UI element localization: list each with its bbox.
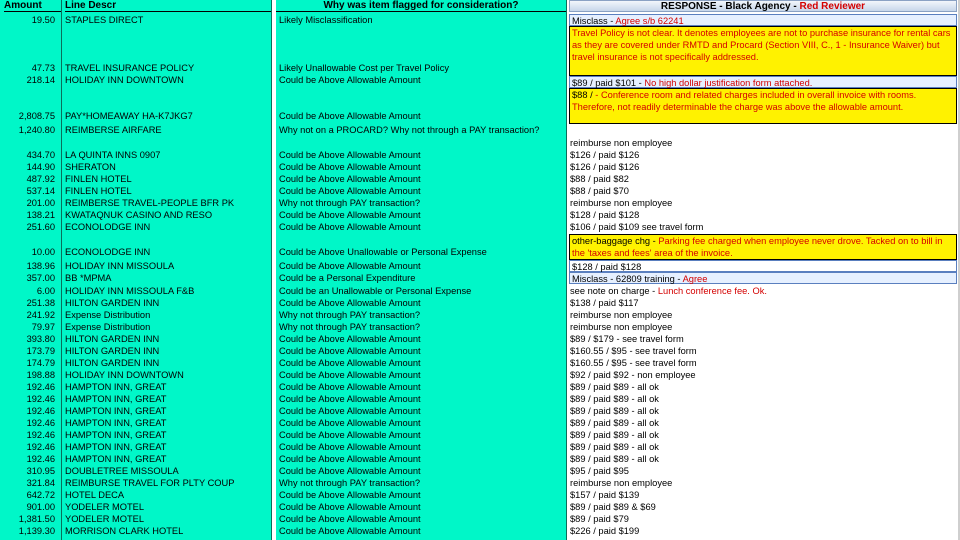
amount-cell[interactable]: 357.00 bbox=[26, 273, 55, 283]
amount-cell[interactable]: 642.72 bbox=[26, 490, 55, 500]
reason-cell[interactable]: Why not through PAY transaction? bbox=[279, 198, 421, 208]
response-text: see note on charge - bbox=[570, 286, 656, 296]
line-descr-cell[interactable]: TRAVEL INSURANCE POLICY bbox=[65, 63, 195, 73]
amount-cell[interactable]: 537.14 bbox=[26, 186, 55, 196]
line-descr-cell[interactable]: Expense Distribution bbox=[65, 322, 151, 332]
line-descr-cell[interactable]: MORRISON CLARK HOTEL bbox=[65, 526, 184, 536]
amount-cell[interactable]: 10.00 bbox=[31, 247, 55, 257]
line-descr-cell[interactable]: FINLEN HOTEL bbox=[65, 174, 132, 184]
reason-cell[interactable]: Could be Above Allowable Amount bbox=[279, 454, 421, 464]
line-descr-cell[interactable]: REIMBERSE TRAVEL-PEOPLE BFR PK bbox=[65, 198, 235, 208]
reason-cell[interactable]: Could be Above Allowable Amount bbox=[279, 334, 421, 344]
response-text: other-baggage chg - bbox=[572, 236, 656, 246]
line-descr-cell[interactable]: HAMPTON INN, GREAT bbox=[65, 454, 167, 464]
line-descr-cell[interactable]: HAMPTON INN, GREAT bbox=[65, 406, 167, 416]
reason-cell[interactable]: Could be Above Allowable Amount bbox=[279, 222, 421, 232]
line-descr-column bbox=[62, 0, 272, 540]
amount-header[interactable]: Amount bbox=[4, 0, 61, 12]
reason-cell[interactable]: Could be Above Allowable Amount bbox=[279, 298, 421, 308]
response-row-5: reimburse non employee bbox=[570, 138, 673, 148]
amount-cell[interactable]: 138.21 bbox=[26, 210, 55, 220]
amount-cell[interactable]: 321.84 bbox=[26, 478, 55, 488]
response-row-33: $157 / paid $139 bbox=[570, 490, 640, 500]
amount-cell[interactable]: 47.73 bbox=[31, 63, 55, 73]
reason-cell[interactable]: Likely Misclassification bbox=[279, 15, 373, 25]
response-text: $89 / paid $101 - bbox=[572, 78, 642, 88]
reason-cell[interactable]: Why not on a PROCARD? Why not through a PAY transaction? bbox=[279, 125, 540, 135]
response-row-6: $126 / paid $126 bbox=[570, 150, 640, 160]
response-row-20: $89 / $179 - see travel form bbox=[570, 334, 684, 344]
amount-cell[interactable]: 1,381.50 bbox=[18, 514, 55, 524]
line-descr-cell[interactable]: HAMPTON INN, GREAT bbox=[65, 430, 167, 440]
response-row-9: $88 / paid $70 bbox=[570, 186, 629, 196]
response-row-19: reimburse non employee bbox=[570, 322, 673, 332]
reason-cell[interactable]: Likely Unallowable Cost per Travel Policy bbox=[279, 63, 449, 73]
response-row-27: $89 / paid $89 - all ok bbox=[570, 418, 659, 428]
reason-cell[interactable]: Could be Above Allowable Amount bbox=[279, 186, 421, 196]
reason-cell[interactable]: Could be Above Allowable Amount bbox=[279, 442, 421, 452]
amount-cell[interactable]: 201.00 bbox=[26, 198, 55, 208]
reason-cell[interactable]: Why not through PAY transaction? bbox=[279, 310, 421, 320]
reason-cell[interactable]: Could be Above Allowable Amount bbox=[279, 406, 421, 416]
response-row-16 bbox=[570, 285, 960, 297]
line-descr-cell[interactable]: HOLIDAY INN MISSOULA F&B bbox=[65, 286, 195, 296]
line-descr-cell[interactable]: SHERATON bbox=[65, 162, 116, 172]
response-row-30: $89 / paid $89 - all ok bbox=[570, 454, 659, 464]
reviewer-note: Agree bbox=[682, 274, 708, 284]
reason-header[interactable]: Why was item flagged for consideration? bbox=[276, 0, 566, 12]
response-text: Misclass - 62809 training - bbox=[572, 274, 681, 284]
response-row-31: $95 / paid $95 bbox=[570, 466, 629, 476]
amount-cell[interactable]: 241.92 bbox=[26, 310, 55, 320]
amount-cell[interactable]: 192.46 bbox=[26, 394, 55, 404]
amount-cell[interactable]: 434.70 bbox=[26, 150, 55, 160]
amount-cell[interactable]: 174.79 bbox=[26, 358, 55, 368]
response-row-23: $92 / paid $92 - non employee bbox=[570, 370, 696, 380]
reason-cell[interactable]: Could be a Personal Expenditure bbox=[279, 273, 416, 283]
line-descr-cell[interactable]: REIMBERSE AIRFARE bbox=[65, 125, 162, 135]
response-row-25: $89 / paid $89 - all ok bbox=[570, 394, 659, 404]
response-row-26: $89 / paid $89 - all ok bbox=[570, 406, 659, 416]
reason-cell[interactable]: Could be Above Allowable Amount bbox=[279, 370, 421, 380]
reason-cell[interactable]: Could be Above Allowable Amount bbox=[279, 382, 421, 392]
response-row-4[interactable] bbox=[569, 88, 957, 124]
response-text: $88 / bbox=[572, 90, 593, 100]
response-row-15[interactable] bbox=[569, 272, 957, 284]
line-descr-cell[interactable]: DOUBLETREE MISSOULA bbox=[65, 466, 179, 476]
response-row-17: $138 / paid $117 bbox=[570, 298, 639, 308]
response-row-36: $226 / paid $199 bbox=[570, 526, 640, 536]
reviewer-note: No high dollar justification form attached. bbox=[644, 78, 813, 88]
line-descr-cell[interactable]: ECONOLODGE INN bbox=[65, 222, 151, 232]
amount-cell[interactable]: 192.46 bbox=[26, 442, 55, 452]
amount-cell[interactable]: 901.00 bbox=[26, 502, 55, 512]
reviewer-note: Agree s/b 62241 bbox=[615, 16, 684, 26]
reason-cell[interactable]: Could be Above Allowable Amount bbox=[279, 418, 421, 428]
line-descr-cell[interactable]: YODELER MOTEL bbox=[65, 514, 145, 524]
amount-cell[interactable]: 192.46 bbox=[26, 406, 55, 416]
response-row-14[interactable]: $128 / paid $128 bbox=[569, 260, 957, 272]
line-descr-cell[interactable]: REIMBURSE TRAVEL FOR PLTY COUP bbox=[65, 478, 235, 488]
amount-column bbox=[0, 0, 62, 540]
response-row-32: reimburse non employee bbox=[570, 478, 673, 488]
amount-cell[interactable]: 251.60 bbox=[26, 222, 55, 232]
line-descr-cell[interactable]: HOLIDAY INN DOWNTOWN bbox=[65, 370, 184, 380]
amount-cell[interactable]: 138.96 bbox=[26, 261, 55, 271]
response-row-24: $89 / paid $89 - all ok bbox=[570, 382, 659, 392]
reason-column bbox=[276, 0, 567, 540]
response-row-35: $89 / paid $79 bbox=[570, 514, 629, 524]
response-column bbox=[567, 0, 960, 540]
reason-cell[interactable]: Could be Above Allowable Amount bbox=[279, 502, 421, 512]
reason-cell[interactable]: Could be Above Allowable Amount bbox=[279, 514, 421, 524]
line-descr-header[interactable]: Line Descr bbox=[65, 0, 271, 12]
amount-cell[interactable]: 218.14 bbox=[26, 75, 55, 85]
line-descr-cell[interactable]: HOTEL DECA bbox=[65, 490, 125, 500]
reason-cell[interactable]: Could be Above Allowable Amount bbox=[279, 111, 421, 121]
amount-cell[interactable]: 19.50 bbox=[31, 15, 55, 25]
line-descr-cell[interactable]: Expense Distribution bbox=[65, 310, 151, 320]
reason-cell[interactable]: Could be Above Allowable Amount bbox=[279, 526, 421, 536]
line-descr-cell[interactable]: HOLIDAY INN MISSOULA bbox=[65, 261, 175, 271]
line-descr-cell[interactable]: ECONOLODGE INN bbox=[65, 247, 151, 257]
line-descr-cell[interactable]: LA QUINTA INNS 0907 bbox=[65, 150, 161, 160]
reason-cell[interactable]: Could be Above Allowable Amount bbox=[279, 430, 421, 440]
response-text: Misclass - bbox=[572, 16, 614, 26]
reason-cell[interactable]: Could be Above Allowable Amount bbox=[279, 261, 421, 271]
line-descr-cell[interactable]: HILTON GARDEN INN bbox=[65, 358, 160, 368]
reason-cell[interactable]: Could be Above Allowable Amount bbox=[279, 75, 421, 85]
reviewer-note: Lunch conference fee. Ok. bbox=[657, 286, 767, 296]
amount-cell[interactable]: 192.46 bbox=[26, 430, 55, 440]
response-row-22: $160.55 / $95 - see travel form bbox=[570, 358, 697, 368]
amount-cell[interactable]: 393.80 bbox=[26, 334, 55, 344]
line-descr-cell[interactable]: KWATAQNUK CASINO AND RESO bbox=[65, 210, 213, 220]
line-descr-cell[interactable]: PAY*HOMEAWAY HA-K7JKG7 bbox=[65, 111, 193, 121]
reviewer-note: Parking fee charged when employee never drove. Tacked on to bill in the 'taxes and fees' area of the invoice. bbox=[572, 236, 943, 258]
reason-cell[interactable]: Could be Above Allowable Amount bbox=[279, 210, 421, 220]
response-row-28: $89 / paid $89 - all ok bbox=[570, 430, 659, 440]
amount-cell[interactable]: 487.92 bbox=[26, 174, 55, 184]
reason-cell[interactable]: Could be Above Unallowable or Personal Expense bbox=[279, 247, 487, 257]
reason-cell[interactable]: Could be Above Allowable Amount bbox=[279, 150, 421, 160]
reason-cell[interactable]: Could be Above Allowable Amount bbox=[279, 394, 421, 404]
response-row-3[interactable] bbox=[569, 76, 957, 88]
line-descr-cell[interactable]: HAMPTON INN, GREAT bbox=[65, 394, 167, 404]
line-descr-cell[interactable]: YODELER MOTEL bbox=[65, 502, 145, 512]
response-header[interactable] bbox=[569, 0, 957, 12]
response-row-18: reimburse non employee bbox=[570, 310, 673, 320]
response-row-13[interactable] bbox=[569, 234, 957, 260]
response-row-34: $89 / paid $89 & $69 bbox=[570, 502, 656, 512]
line-descr-cell[interactable]: HOLIDAY INN DOWNTOWN bbox=[65, 75, 184, 85]
reason-cell[interactable]: Why not through PAY transaction? bbox=[279, 478, 421, 488]
reason-cell[interactable]: Could be Above Allowable Amount bbox=[279, 358, 421, 368]
amount-cell[interactable]: 2,808.75 bbox=[18, 111, 55, 121]
line-descr-cell[interactable]: HILTON GARDEN INN bbox=[65, 334, 160, 344]
line-descr-cell[interactable]: BB *MPMA bbox=[65, 273, 112, 283]
line-descr-cell[interactable]: HILTON GARDEN INN bbox=[65, 298, 160, 308]
response-row-8: $88 / paid $82 bbox=[570, 174, 629, 184]
response-row-29: $89 / paid $89 - all ok bbox=[570, 442, 659, 452]
reason-cell[interactable]: Could be Above Allowable Amount bbox=[279, 174, 421, 184]
amount-cell[interactable]: 198.88 bbox=[26, 370, 55, 380]
response-row-2[interactable]: Travel Policy is not clear. It denotes employees are not to purchase insurance for rental cars as they are covered under RMTD and Procard (Section VIII, C., 1 - Insurance Waiver) but travel insurance is not specifically addressed. bbox=[569, 26, 957, 76]
reason-cell[interactable]: Could be Above Allowable Amount bbox=[279, 490, 421, 500]
amount-cell[interactable]: 173.79 bbox=[26, 346, 55, 356]
amount-cell[interactable]: 192.46 bbox=[26, 454, 55, 464]
line-descr-cell[interactable]: HAMPTON INN, GREAT bbox=[65, 418, 167, 428]
response-row-21: $160.55 / $95 - see travel form bbox=[570, 346, 697, 356]
response-row-10: reimburse non employee bbox=[570, 198, 673, 208]
amount-cell[interactable]: 251.38 bbox=[26, 298, 55, 308]
amount-cell[interactable]: 192.46 bbox=[26, 382, 55, 392]
reviewer-label: Red Reviewer bbox=[799, 1, 866, 12]
line-descr-cell[interactable]: FINLEN HOTEL bbox=[65, 186, 132, 196]
amount-cell[interactable]: 1,139.30 bbox=[18, 526, 55, 536]
response-row-7: $126 / paid $126 bbox=[570, 162, 640, 172]
reason-cell[interactable]: Could be Above Allowable Amount bbox=[279, 346, 421, 356]
reason-cell[interactable]: Could be Above Allowable Amount bbox=[279, 162, 421, 172]
response-row-1[interactable] bbox=[569, 14, 957, 26]
reason-cell[interactable]: Could be an Unallowable or Personal Expense bbox=[279, 286, 472, 296]
reviewer-note: - Conference room and related charges included in overall invoice with rooms. Therefore, not readily determinable the charge was above the allowable amount. bbox=[572, 90, 917, 112]
response-row-11: $128 / paid $128 bbox=[570, 210, 640, 220]
amount-cell[interactable]: 144.90 bbox=[26, 162, 55, 172]
line-descr-cell[interactable]: HILTON GARDEN INN bbox=[65, 346, 160, 356]
line-descr-cell[interactable]: HAMPTON INN, GREAT bbox=[65, 442, 167, 452]
amount-cell[interactable]: 192.46 bbox=[26, 418, 55, 428]
line-descr-cell[interactable]: STAPLES DIRECT bbox=[65, 15, 144, 25]
response-row-12: $106 / paid $109 see travel form bbox=[570, 222, 704, 232]
amount-cell[interactable]: 6.00 bbox=[36, 286, 55, 296]
reason-cell[interactable]: Why not through PAY transaction? bbox=[279, 322, 421, 332]
amount-cell[interactable]: 1,240.80 bbox=[18, 125, 55, 135]
reason-cell[interactable]: Could be Above Allowable Amount bbox=[279, 466, 421, 476]
response-header-label: RESPONSE - Black Agency - bbox=[660, 1, 797, 12]
amount-cell[interactable]: 310.95 bbox=[26, 466, 55, 476]
amount-cell[interactable]: 79.97 bbox=[31, 322, 55, 332]
line-descr-cell[interactable]: HAMPTON INN, GREAT bbox=[65, 382, 167, 392]
